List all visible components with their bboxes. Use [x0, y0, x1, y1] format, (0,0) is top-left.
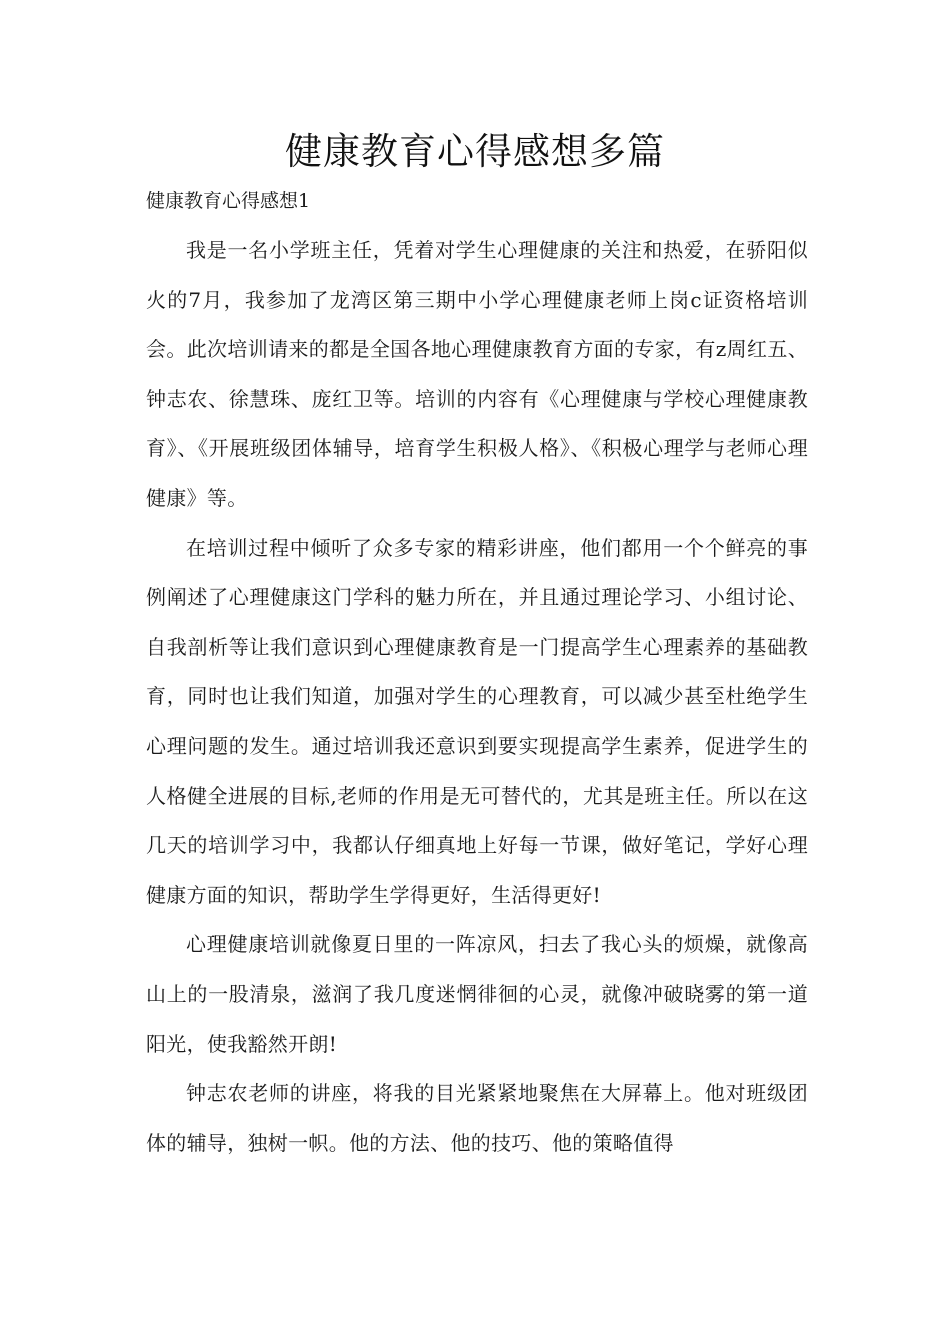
document-body — [146, 226, 808, 1168]
document-title: 健康教育心得感想多篇 — [285, 130, 665, 173]
paragraph-3: 心理健康培训就像夏日里的一阵凉风，扫去了我心头的烦燥，就像高山上的一股清泉，滋润了我几度迷惘徘徊的心灵，就像冲破晓雾的第一道阳光，使我豁然开朗! — [146, 932, 808, 1056]
paragraph-1: 我是一名小学班主任，凭着对学生心理健康的关注和热爱，在骄阳似火的7月，我参加了龙湾区第三期中小学心理健康老师上岗c证资格培训会。此次培训请来的都是全国各地心理健康教育方面的专家，有z周红五、钟志农、徐慧珠、庞红卫等。培训的内容有《心理健康与学校心理健康教育》、《开展班级团体辅导，培育学生积极人格》、《积极心理学与老师心理健康》等。 — [146, 238, 808, 510]
section-heading: 健康教育心得感想1 — [146, 190, 311, 212]
paragraph-2: 在培训过程中倾听了众多专家的精彩讲座，他们都用一个个鲜亮的事例阐述了心理健康这门学科的魅力所在，并且通过理论学习、小组讨论、自我剖析等让我们意识到心理健康教育是一门提高学生心理素养的基础教育，同时也让我们知道，加强对学生的心理教育，可以减少甚至杜绝学生心理问题的发生。通过培训我还意识到要实现提高学生素养，促进学生的人格健全进展的目标,老师的作用是无可替代的，尤其是班主任。所以在这几天的培训学习中，我都认仔细真地上好每一节课，做好笔记，学好心理健康方面的知识，帮助学生学得更好，生活得更好! — [146, 535, 808, 907]
paragraph-4: 钟志农老师的讲座，将我的目光紧紧地聚焦在大屏幕上。他对班级团体的辅导，独树一帜。他的方法、他的技巧、他的策略值得 — [146, 1081, 808, 1155]
